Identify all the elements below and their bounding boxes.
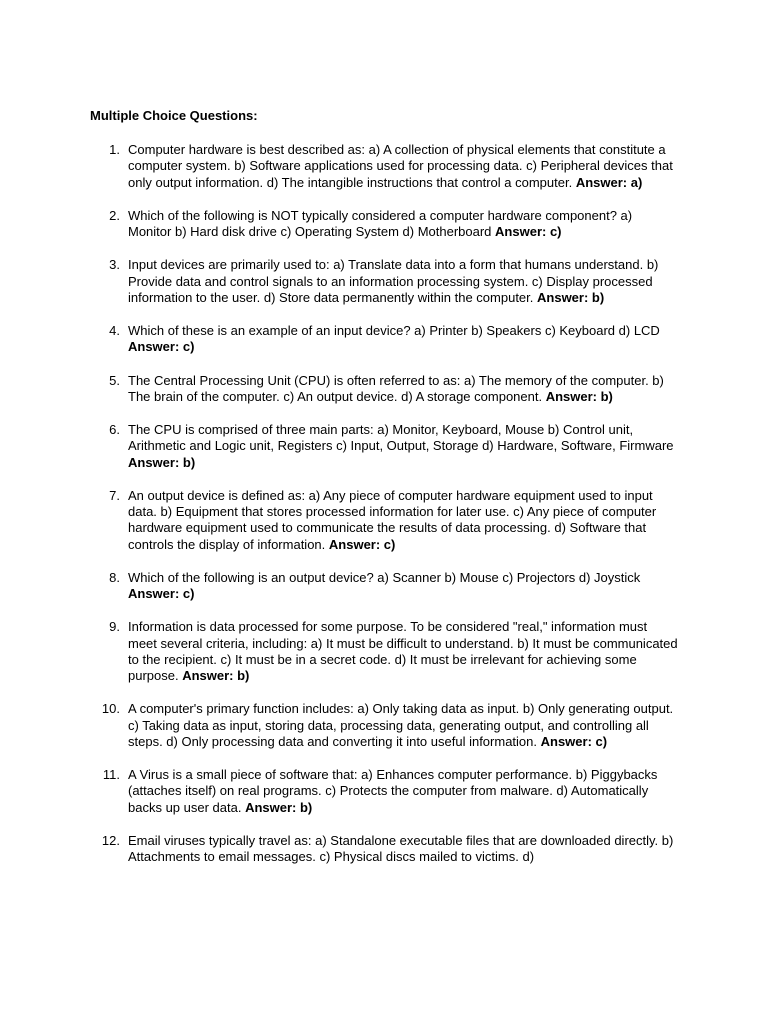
question-text: The Central Processing Unit (CPU) is often referred to as: a) The memory of the computer. b) The brain of the computer. c) An output device. d) A storage component. [128, 372, 664, 404]
question-number: 9. [109, 619, 120, 635]
question-answer: Answer: b) [245, 799, 313, 815]
question-text: A computer's primary function includes: a) Only taking data as input. b) Only generating output. c) Taking data as input, storing data, processing data, generating output, and controlling all steps. d) Only processing data and converting it into useful information. [128, 701, 674, 749]
question-number: 10. [101, 701, 120, 717]
question-body [128, 323, 678, 356]
question-number: 8. [109, 569, 120, 585]
question-number: 12. [101, 832, 120, 848]
question-answer: Answer: b) [128, 454, 196, 470]
question-item [0, 208, 768, 241]
question-number: 5. [109, 372, 120, 388]
question-text: Which of the following is NOT typically considered a computer hardware component? a) Monitor b) Hard disk drive c) Operating System d) Motherboard [128, 207, 633, 239]
question-item [0, 833, 768, 866]
question-item [0, 701, 768, 750]
question-body [128, 373, 678, 406]
question-text: Information is data processed for some purpose. To be considered "real," information must meet several criteria, including: a) It must be difficult to understand. b) It must be communicated to the recipient. c) It must be in a secret code. d) It must be irrelevant for achieving some purpose. [128, 619, 678, 683]
question-body [128, 488, 678, 553]
question-item [0, 570, 768, 603]
question-text: Email viruses typically travel as: a) Standalone executable files that are downloaded directly. b) Attachments to email messages. c) Physical discs mailed to victims. d) [128, 832, 674, 864]
question-number: 3. [109, 257, 120, 273]
question-answer: Answer: b) [537, 289, 605, 305]
question-answer: Answer: c) [540, 733, 608, 749]
question-text: A Virus is a small piece of software that: a) Enhances computer performance. b) Piggybacks (attaches itself) on real programs. c) Protects the computer from malware. d) Automatically backs up user data. [128, 767, 658, 815]
question-item [0, 323, 768, 356]
question-body [128, 619, 678, 684]
question-item [0, 142, 768, 191]
question-list [0, 142, 768, 882]
question-answer: Answer: b) [545, 388, 613, 404]
question-body [128, 833, 678, 866]
question-body [128, 570, 678, 603]
question-body [128, 257, 678, 306]
question-item [0, 257, 768, 306]
question-text: The CPU is comprised of three main parts: a) Monitor, Keyboard, Mouse b) Control unit, Arithmetic and Logic unit, Registers c) Input, Output, Storage d) Hardware, Software, Firmware [128, 422, 674, 454]
question-text: Which of these is an example of an input device? a) Printer b) Speakers c) Keyboard d) LCD [128, 323, 660, 338]
page-heading: Multiple Choice Questions: [90, 108, 258, 123]
question-answer: Answer: c) [495, 224, 562, 239]
question-answer: Answer: b) [182, 668, 250, 683]
question-number: 11. [102, 767, 120, 782]
question-body [128, 422, 678, 471]
question-answer: Answer: c) [128, 339, 195, 355]
question-body [128, 142, 678, 191]
question-text: Computer hardware is best described as: a) A collection of physical elements that constitute a computer system. b) Software applications used for processing data. c) Peripheral devices that only output information. d) The intangible instructions that control a computer. [128, 142, 673, 190]
question-body [128, 767, 678, 816]
question-number: 7. [109, 487, 120, 503]
question-number: 1. [109, 142, 120, 157]
question-item [0, 488, 768, 553]
question-text: Input devices are primarily used to: a) Translate data into a form that humans understand. b) Provide data and control signals to an information processing system. c) Display processed information to the user. d) Store data permanently within the computer. [128, 257, 659, 305]
question-item [0, 373, 768, 406]
question-body [128, 208, 678, 241]
question-item [0, 619, 768, 684]
question-text: An output device is defined as: a) Any piece of computer hardware equipment used to input data. b) Equipment that stores processed information for later use. c) Any piece of computer hardware equipment used to communicate the results of data processing. d) Software that controls the display of information. [128, 487, 657, 552]
question-number: 2. [109, 207, 120, 223]
question-item [0, 422, 768, 471]
question-number: 4. [109, 323, 120, 338]
question-answer: Answer: c) [128, 586, 195, 601]
question-item [0, 767, 768, 816]
question-answer: Answer: c) [328, 536, 396, 552]
question-text: Which of the following is an output device? a) Scanner b) Mouse c) Projectors d) Joystick [128, 569, 641, 585]
question-answer: Answer: a) [575, 174, 643, 190]
question-number: 6. [109, 422, 120, 437]
question-body [128, 701, 678, 750]
